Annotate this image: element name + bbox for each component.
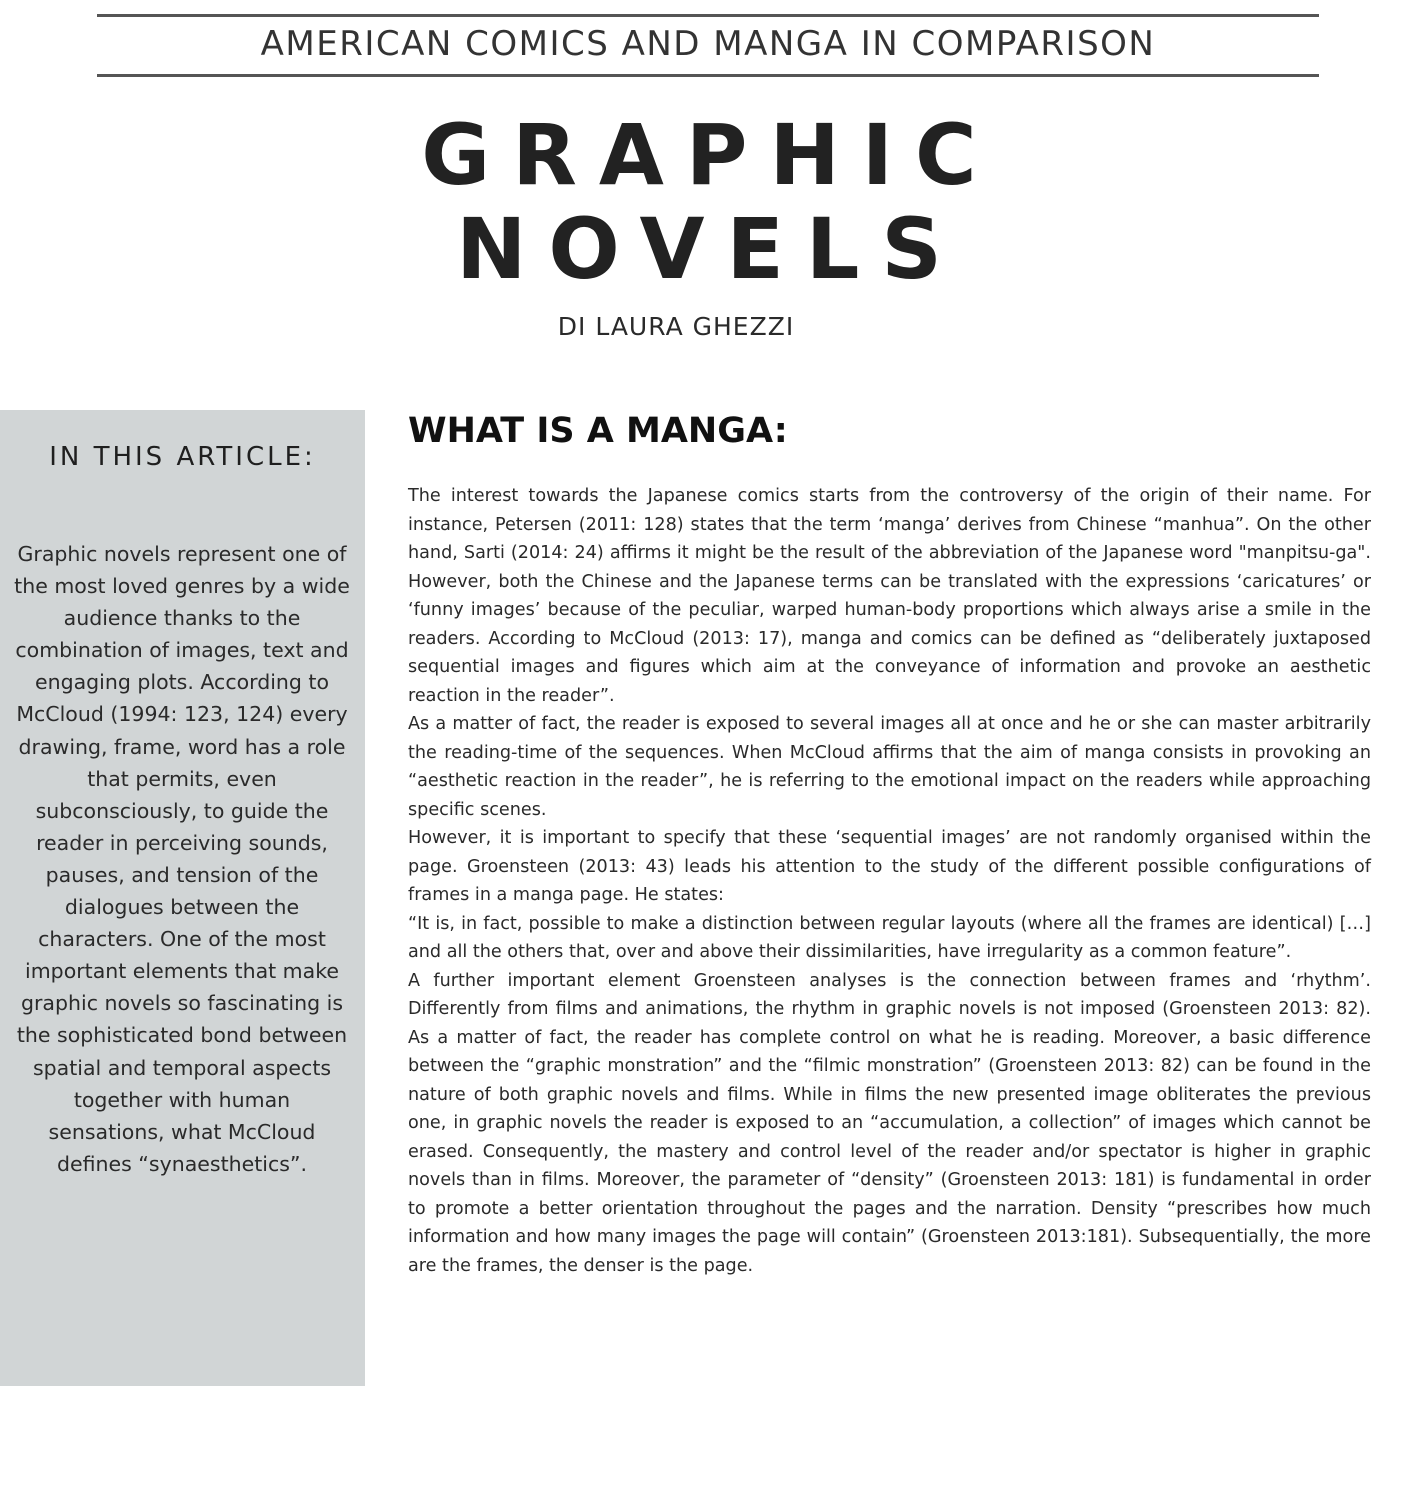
body-paragraph: The interest towards the Japanese comics starts from the controversy of the origin of their name. For instance, Petersen (2011: 128) states that the term ‘manga’ derives from Chinese “manhua”. On the other hand, Sarti (2014: 24) affirms it might be the result of the abbreviation of the Japanese word "manpitsu-ga". However, both the Chinese and the Japanese terms can be translated with the expressions ‘caricatures’ or ‘funny images’ because of the peculiar, warped human-body proportions which always arise a smile in the readers. According to McCloud (2013: 17), manga and comics can be defined as “deliberately juxtaposed sequential images and figures which aim at the conveyance of information and provoke an aesthetic reaction in the reader”. <box>408 486 1371 706</box>
article-body <box>408 482 1371 1280</box>
body-quote: “It is, in fact, possible to make a distinction between regular layouts (where all the frames are identical) […] and all the others that, over and above their dissimilarities, have irregularity as a common feature”. <box>408 913 1371 962</box>
title-line-1: GRAPHIC <box>421 106 999 204</box>
body-paragraph: As a matter of fact, the reader is exposed to several images all at once and he or she can master arbitrarily the reading-time of the sequences. When McCloud affirms that the aim of manga consists in provoking an “aesthetic reaction in the reader”, he is referring to the emotional impact on the readers while approaching specific scenes. <box>408 714 1371 820</box>
header-kicker: AMERICAN COMICS AND MANGA IN COMPARISON <box>260 24 1156 64</box>
body-paragraph: A further important element Groensteen analyses is the connection between frames and ‘rhythm’. Differently from films and animations, the rhythm in graphic novels is not imposed (Groensteen 2013: 82). As a matter of fact, the reader has complete control on what he is reading. Moreover, a basic difference between the “graphic monstration” and the “filmic monstration” (Groensteen 2013: 82) can be found in the nature of both graphic novels and films. While in films the new presented image obliterates the previous one, in graphic novels the reader is exposed to an “accumulation, a collection” of images which cannot be erased. Consequently, the mastery and control level of the reader and/or spectator is higher in graphic novels than in films. Moreover, the parameter of “density” (Groensteen 2013: 181) is fundamental in order to promote a better orientation throughout the pages and the narration. Density “prescribes how much information and how many images the page will contain” (Groensteen 2013:181). Subsequentially, the more are the frames, the denser is the page. <box>408 970 1371 1276</box>
body-paragraph: However, it is important to specify that these ‘sequential images’ are not randomly organised within the page. Groensteen (2013: 43) leads his attention to the study of the different possible configurations of frames in a manga page. He states: <box>408 828 1371 905</box>
section-heading: WHAT IS A MANGA: <box>408 411 788 451</box>
header-top-rule <box>97 14 1319 17</box>
article-title <box>0 108 1414 296</box>
author-byline: DI LAURA GHEZZI <box>557 312 795 341</box>
sidebar-heading: IN THIS ARTICLE: <box>49 442 316 472</box>
title-line-2: NOVELS <box>456 200 964 298</box>
header-bottom-rule <box>97 74 1319 77</box>
sidebar-summary: Graphic novels represent one of the most loved genres by a wide audience thanks to the combination of images, text and engaging plots. According to McCloud (1994: 123, 124) every drawing, frame, word has a role that permits, even subconsciously, to guide the reader in perceiving sounds, pauses, and tension of the dialogues between the characters. One of the most important elements that make graphic novels so fascinating is the sophisticated bond between spatial and temporal aspects together with human sensations, what McCloud defines “synaesthetics”. <box>14 542 350 1176</box>
